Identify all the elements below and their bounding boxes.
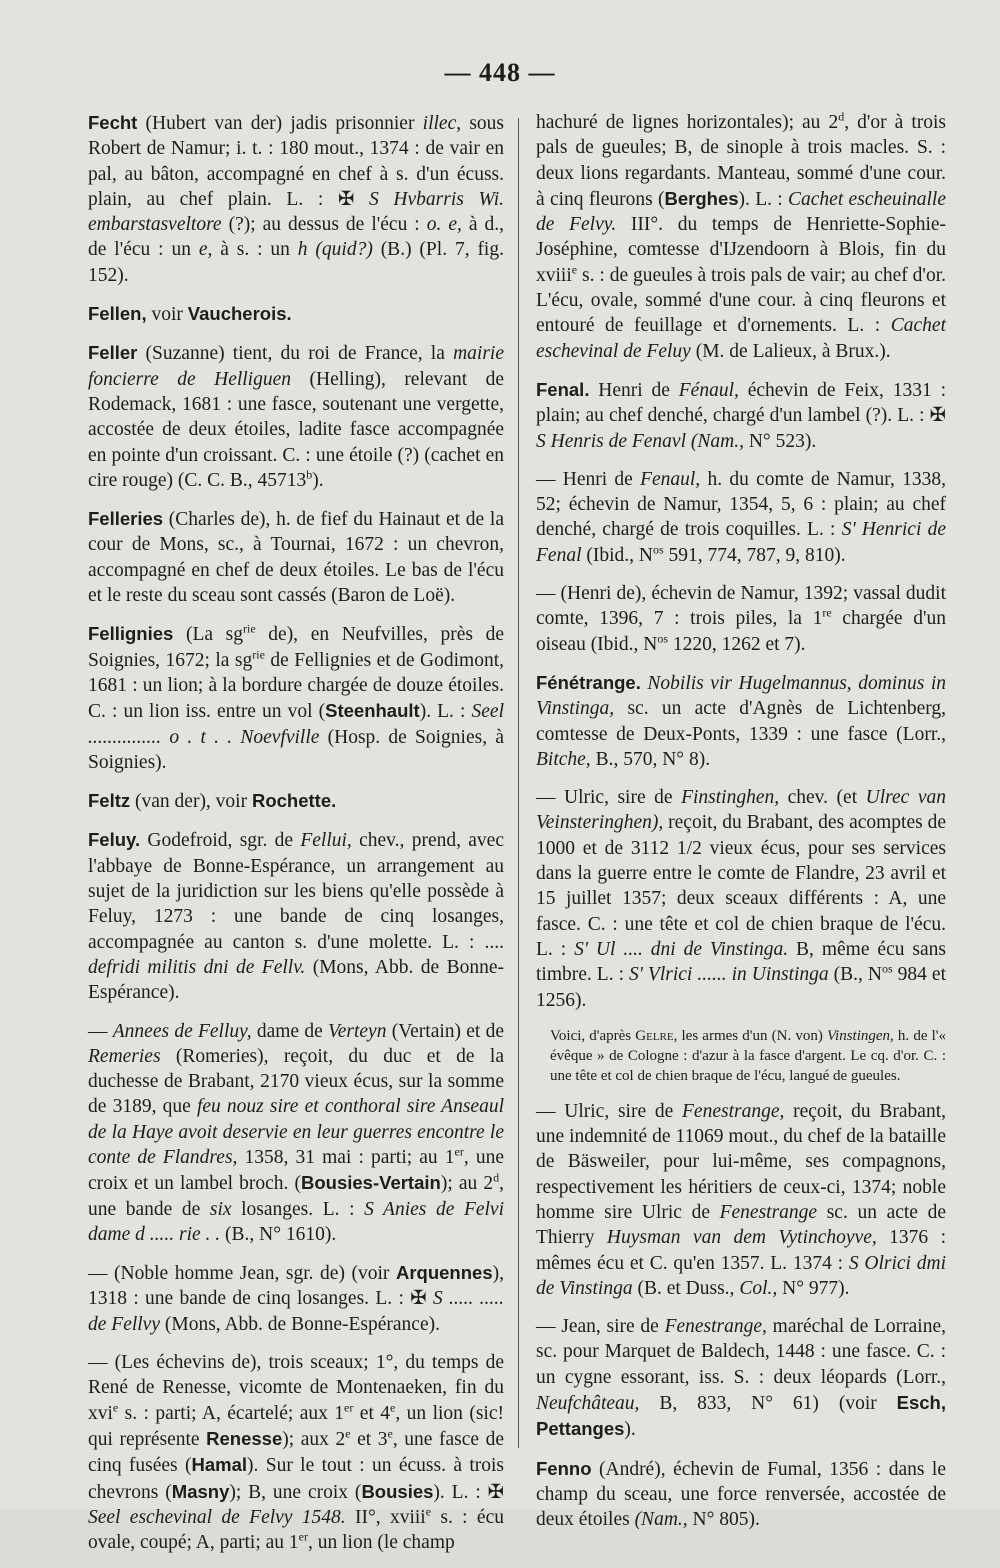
entry-henri-1: — Henri de Fenaul, h. du comte de Namur, 1338, 52; échevin de Namur, 1354, 5, 6 : plain; au chef denché, chargé de trois coquilles. L. : S' Henrici de Fenal (Ibid., $N^{os}$ 591, 774, 787, 9, 810). [536, 468, 947, 566]
entry-henri-2: — (Henri de), échevin de Namur, 1392; vassal dudit comte, 1396, 7 : trois piles, la 1re chargée d'un oiseau (Ibid., $N^{os}$ 1220, 1262 et 7). [536, 583, 946, 655]
cross-reference: Rochette. [251, 790, 337, 812]
entry-fellen: Fellen, voir Vaucherois. [88, 303, 292, 326]
entry-jean: — Jean, sire de Fenestrange, maréchal de Lorraine, sc. pour Marquet de Baldech, 1448 : une fasce. C. : un cygne essorant, iss. S. : deux léopards (Lorr., Neufchâteau, B, 833, N° 61) (voir Esch, Pettanges). [536, 1316, 947, 1441]
entry-continuation: hachuré de lignes horizontales); au 2$^d$, d'or à trois pals de gueules; B, de sinople à trois macles. S. : deux lions regardants. Manteau, sommé d'une cour. à cinq fleurons (Berghes). L. : Cachet escheuinalle de Felvy. III°. du temps de Henriette-Sophie-Joséphine, comtesse d'IJzendoorn à Blois, fin du xviii$^e$ s. : de gueules à trois pals de vair; au chef d'or. L'écu, ovale, sommé d'une cour. à cinq fleurons et entouré de feuillage et d'ornements. L. : Cachet eschevinal de Feluy (M. de Lalieux, à Brux.). [536, 109, 947, 362]
cross-icon: ✠ [929, 405, 946, 427]
footnote-gelre: Voici, d'après Gelre, les armes d'un (N. von) Vinstingen, h. de l'« évêque » de Cologne : d'azur à la fasce d'argent. Le cq. d'or. C. : une tête et col de chien braque de l'écu, langué de gueules. [550, 1027, 946, 1084]
entry-fenno: Fenno (André), échevin de Fumal, 1356 : dans le champ du sceau, une force renversée, accostée de deux étoiles (Nam., N° 805). [536, 1457, 946, 1531]
cross-icon: ✠ [487, 1481, 504, 1503]
entry-fecht: Fecht (Hubert van der) jadis prisonnier illec, sous Robert de Namur; i. t. : 180 mout., 1374 : de vair en pal, au bâton, accompagné en chef à s. d'un écuss. plain, au chef plain. L. : ✠ S Hvbarris Wi. embarstasveltore (?); au dessus de l'écu : o. e, à d., de l'écu : un e, à s. : un h (quid?) (B.) (Pl. 7, fig. 152). [88, 112, 505, 286]
cross-reference: Vaucherois. [187, 303, 292, 325]
headword: Fellen, [88, 303, 147, 325]
headword: Fenal. [536, 378, 590, 400]
headword: Fenno [536, 1457, 592, 1479]
entry-echevins: — (Les échevins de), trois sceaux; 1°, du temps de René de Renesse, vicomte de Montenaeken, fin du xvi$^e$ s. : parti; A, écartelé; aux 1er et 4e, un lion (sic! qui représente Renesse); aux 2e et 3e, une fasce de cinq fusées (Hamal). Sur le tout : un écuss. à trois chevrons (Masny); B, une croix (Bousies). L. : ✠ Seel eschevinal de Felvy 1548. II°, xviii$^e$ s. : écu ovale, coupé; A, parti; au 1er, un lion (le champ [88, 1352, 504, 1554]
headword: Feltz [88, 790, 131, 812]
entry-feltz: Feltz (van der), voir Rochette. [88, 790, 337, 813]
right-column [536, 110, 946, 1546]
entry-fellignies: Fellignies (La $sg^{rie}$ de), en Neufvilles, près de Soignies, 1672; la $sg^{rie}$ de Fellignies et de Godimont, 1681 : un lion; à la bordure chargée de douze étoiles. C. : un lion iss. entre un vol (Steenhault). L. : Seel ............... o . t . . Noevfville (Hosp. de Soignies, à Soignies). [88, 621, 504, 773]
entry-ulric-1: — Ulric, sire de Finstinghen, chev. (et Ulrec van Veinsteringhen), reçoit, du Brabant, des acomptes de 1000 et de 3112 1/2 vieux écus, pour ses services dans la guerre entre le comte de Flandre, 23 avril et 15 juillet 1357; deux sceaux différents : A, une fasce. C. : une tête et col de chien braque de l'écu. L. : S' Ul .... dni de Vinstinga. B, même écu sans timbre. L. : S' Vlrici ...... in Uinstinga (B., $N^{os}$ 984 et 1256). [536, 787, 946, 1011]
entry-feluy: Feluy. Godefroid, sgr. de Fellui, chev., prend, avec l'abbaye de Bonne-Espérance, un arrangement au sujet de la juridiction sur les biens qu'elle possède à Feluy, 1273 : une bande de cinq losanges, accompagnée au canton s. d'une molette. L. : .... defridi militis dni de Fellv. (Mons, Abb. de Bonne-Espérance). [88, 829, 504, 1004]
column-divider [518, 118, 519, 1448]
entry-fenal: Fenal. Henri de Fénaul, échevin de Feix, 1331 : plain; au chef denché, chargé d'un lambel (?). L. : ✠ S Henris de Fenavl (Nam., N° 523). [536, 378, 947, 452]
headword: Fellignies [88, 623, 174, 645]
headword: Fecht [88, 112, 138, 133]
entry-noble-jean: — (Noble homme Jean, sgr. de) (voir Arquennes), 1318 : une bande de cinq losanges. L. : ✠ S ..... ..... de Fellvy (Mons, Abb. de Bonne-Espérance). [88, 1262, 505, 1335]
entry-felleries: Felleries (Charles de), h. de fief du Hainaut et de la cour de Mons, sc., à Tournai, 1672 : un chevron, accompagné en chef de deux étoiles. Le bas de l'écu et le reste du sceau sont cassés (Baron de Loë). [88, 508, 504, 607]
headword: Felleries [88, 508, 164, 530]
cross-icon: ✠ [410, 1288, 427, 1310]
headword: Feller [88, 342, 138, 364]
headword: Fénétrange. [536, 671, 641, 693]
entry-fenetrange: Fénétrange. Nobilis vir Hugelmannus, dominus in Vinstinga, sc. un acte d'Agnès de Lichtenberg, comtesse de Deux-Ponts, 1339 : une fasce (Lorr., Bitche, B., 570, N° 8). [536, 671, 947, 770]
headword: Feluy. [88, 829, 141, 851]
cross-icon: ✠ [337, 188, 355, 210]
entry-feller: Feller (Suzanne) tient, du roi de France, la mairie foncierre de Helliguen (Helling), relevant de Rodemack, 1681 : une fasce, soutenant une vergette, accostée de deux étoiles, ladite fasce accompagnée en pointe d'un croissant. C. : une étoile (?) (cachet en cire rouge) (C. C. B., 45713$^b$). [88, 342, 504, 491]
left-column [88, 110, 504, 1568]
entry-annees: — Annees de Felluy, dame de Verteyn (Vertain) et de Remeries (Romeries), reçoit, du duc et de la duchesse de Brabant, 2170 vieux écus, sur la somme de 3189, que feu nouz sire et conthoral sire Anseaul de la Haye avoit deservie en leur guerres encontre le conte de Flandres, 1358, 31 mai : parti; au 1er, une croix et un lambel broch. (Bousies-Vertain); au 2$^d$, une bande de six losanges. L. : S Anies de Felvi dame d ..... rie . . (B., N° 1610). [88, 1020, 505, 1245]
page-number: — 448 — [444, 58, 556, 87]
entry-ulric-2: — Ulric, sire de Fenestrange, reçoit, du Brabant, une indemnité de 11069 mout., du chef de la bataille de Bäsweiler, pour lui-même, ses compagnons, respectivement les héritiers de ceux-ci, 1374; noble homme sire Ulric de Fenestrange sc. un acte de Thierry Huysman van dem Vytinchoyve, 1376 : mêmes écu et C. qu'en 1357. L. 1374 : S Olrici dmi de Vinstinga (B. et Duss., Col., N° 977). [536, 1100, 946, 1299]
